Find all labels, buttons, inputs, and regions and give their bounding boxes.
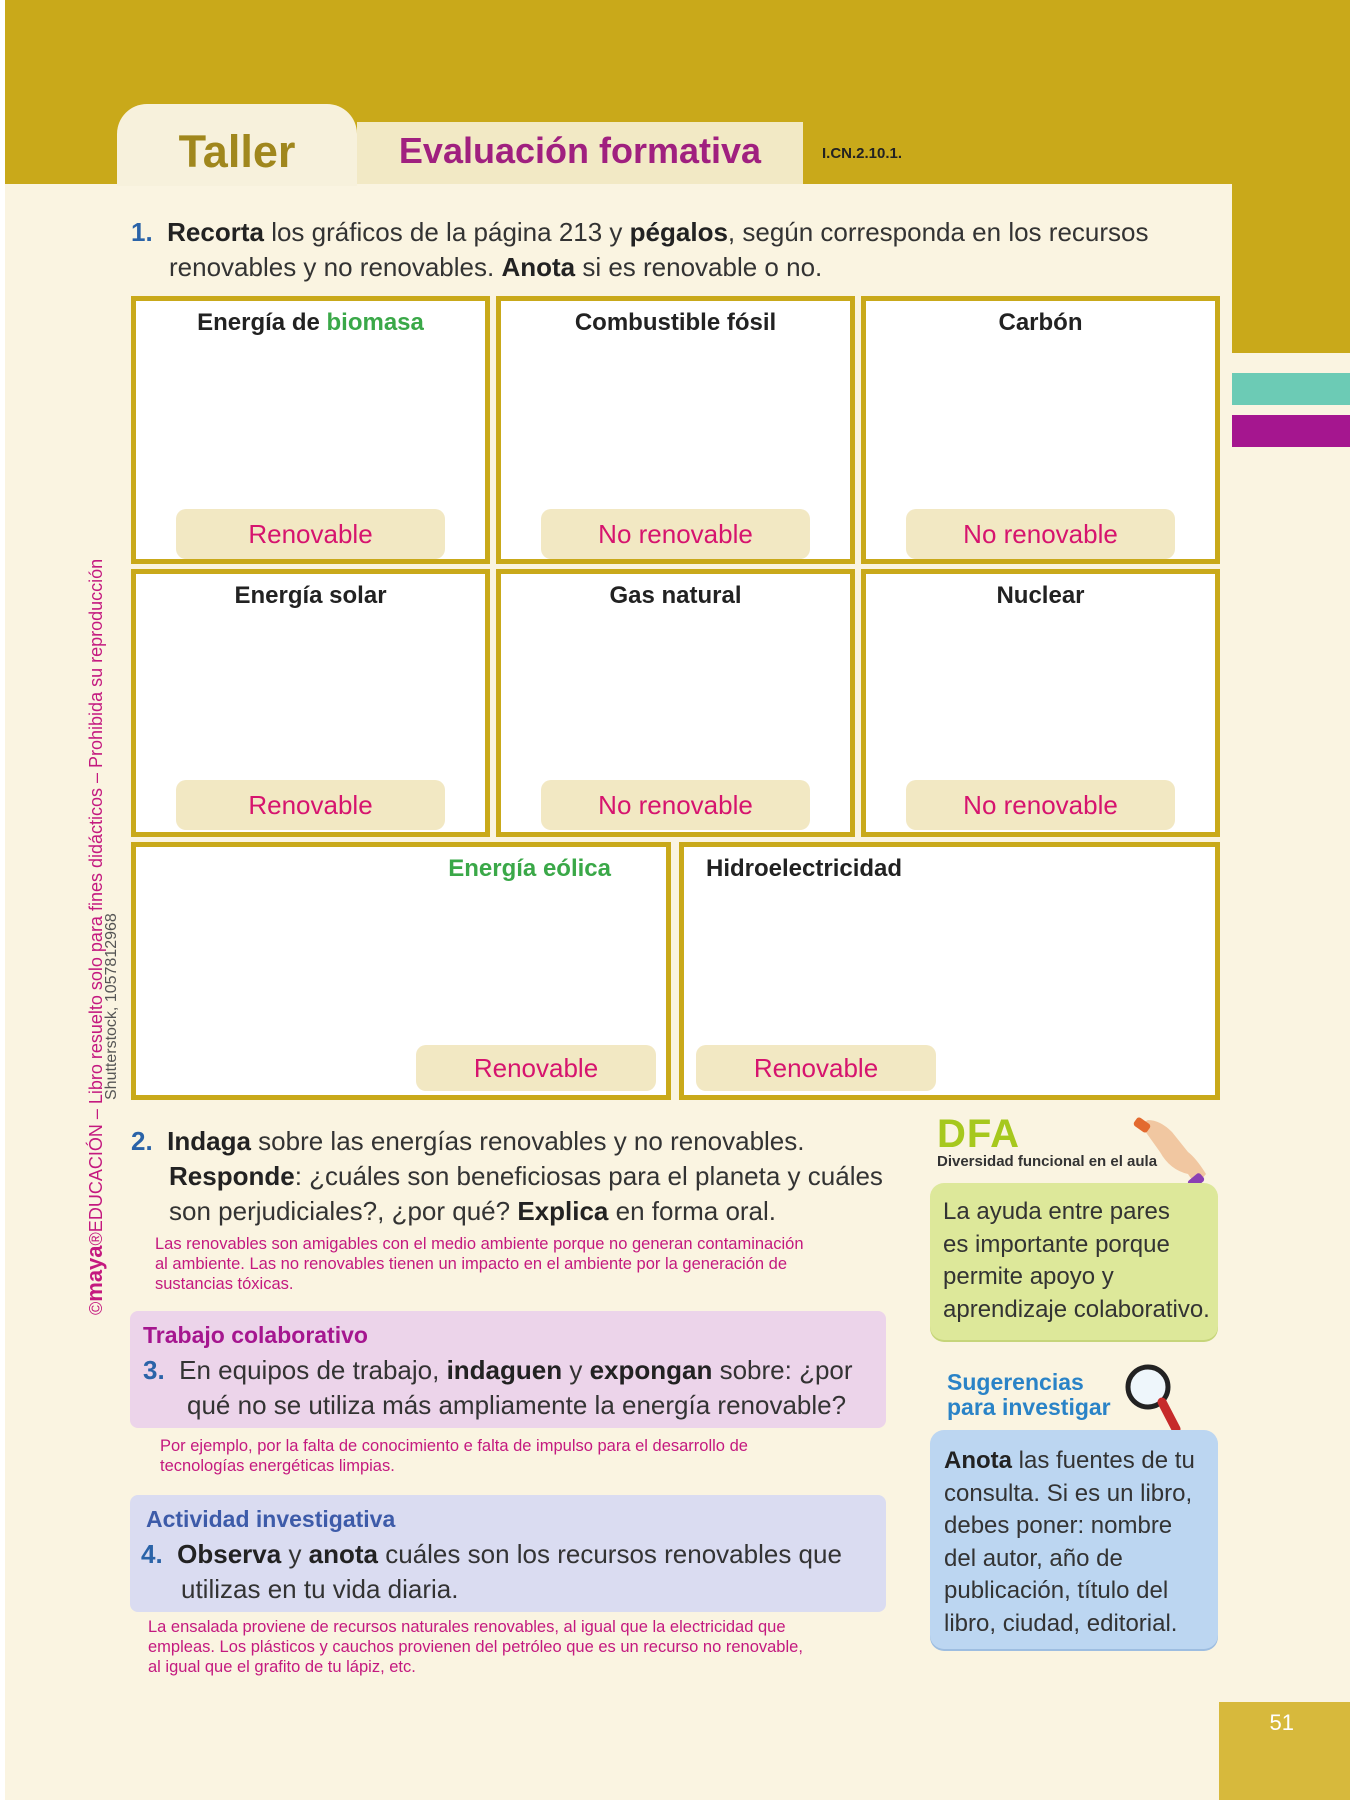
- copyright-text: EDUCACIÓN – Libro resuelto solo para fines didácticos – Prohibida su reproducción: [86, 558, 106, 1233]
- answer-line: Por ejemplo, por la falta de conocimiento e falta de impulso para el desarrollo de: [160, 1437, 748, 1455]
- q1-text: , según corresponda en los recursos: [727, 217, 1149, 247]
- question-1: [131, 215, 1211, 285]
- cell-solar[interactable]: [131, 569, 490, 837]
- dfa-subtitle: Diversidad funcional en el aula: [937, 1153, 1158, 1170]
- q1-bold-anota: Anota: [501, 252, 576, 282]
- suggestions-line: consulta. Si es un libro,: [944, 1479, 1193, 1507]
- right-band: [1232, 0, 1350, 353]
- q3-bold-indaguen: indaguen: [446, 1355, 563, 1385]
- dfa-title: DFA: [937, 1112, 1020, 1156]
- cell-title: Energía eólica: [448, 855, 611, 882]
- dfa-line: permite apoyo y: [943, 1263, 1114, 1290]
- indicator-code: I.CN.2.10.1.: [822, 145, 903, 162]
- collaborative-heading: Trabajo colaborativo: [143, 1322, 368, 1348]
- teal-tab-marker: [1232, 373, 1350, 405]
- q4-text: cuáles son los recursos renovables que: [378, 1539, 842, 1569]
- dfa-line: La ayuda entre pares: [943, 1198, 1170, 1225]
- q4-text: utilizas en tu vida diaria.: [181, 1574, 459, 1604]
- answer-line: al igual que el grafito de tu lápiz, etc.: [148, 1658, 416, 1676]
- cell-eolica[interactable]: [131, 842, 671, 1100]
- q4-text: y: [281, 1539, 309, 1569]
- suggestions-line: del autor, año de: [944, 1544, 1123, 1572]
- q2-text: en forma oral.: [608, 1196, 777, 1226]
- cell-nuclear[interactable]: [861, 569, 1220, 837]
- cell-title: Combustible fósil: [574, 309, 777, 336]
- answer-pill: Renovable: [696, 1045, 936, 1091]
- q2-text: : ¿cuáles son beneficiosas para el planeta y cuáles: [294, 1161, 883, 1191]
- question-3: [143, 1353, 883, 1423]
- dfa-line: es importante porque: [943, 1230, 1170, 1258]
- cell-title-highlight: biomasa: [326, 309, 424, 336]
- cell-carbon[interactable]: [861, 296, 1220, 564]
- cell-title-part: Energía de: [197, 309, 327, 336]
- answer-line: Las renovables son amigables con el medio ambiente porque no generan contaminación: [155, 1235, 804, 1253]
- q3-bold-expongan: expongan: [589, 1355, 713, 1385]
- suggestions-line: libro, ciudad, editorial.: [944, 1609, 1178, 1637]
- cell-title: Energía solar: [234, 582, 387, 609]
- answer-pill: Renovable: [176, 509, 445, 559]
- q2-bold-responde: Responde: [169, 1161, 295, 1191]
- answer-pill: No renovable: [541, 780, 810, 830]
- q1-bold-pegalos: pégalos: [629, 217, 728, 247]
- q4-answer: [148, 1617, 898, 1677]
- magenta-tab-marker: [1232, 415, 1350, 447]
- cell-title: Nuclear: [996, 582, 1085, 609]
- dfa-line: aprendizaje colaborativo.: [943, 1295, 1210, 1323]
- q1-text: los gráficos de la página 213 y: [263, 217, 630, 247]
- q1-text: si es renovable o no.: [575, 252, 823, 282]
- suggestions-line: publicación, título del: [944, 1577, 1169, 1604]
- question-number: 4.: [141, 1539, 163, 1569]
- question-number: 3.: [143, 1355, 165, 1385]
- q2-bold-explica: Explica: [517, 1196, 609, 1226]
- answer-pill: Renovable: [176, 780, 445, 830]
- q4-bold-anota: anota: [308, 1539, 379, 1569]
- cell-title: Hidroelectricidad: [706, 855, 903, 882]
- research-heading: Actividad investigativa: [146, 1506, 396, 1532]
- page-title: Evaluación formativa: [398, 130, 762, 171]
- answer-line: La ensalada proviene de recursos naturales renovables, al igual que la electricidad que: [148, 1618, 786, 1636]
- suggestions-text: [944, 1445, 1214, 1640]
- suggestions-title-line: para investigar: [947, 1394, 1111, 1420]
- answer-line: al ambiente. Las no renovables tienen un impacto en el ambiente por la generación de: [155, 1255, 788, 1273]
- question-4: [141, 1537, 881, 1607]
- suggestions-line: las fuentes de tu: [1012, 1447, 1195, 1474]
- magnifying-glass-icon: [1118, 1357, 1198, 1437]
- answer-line: tecnologías energéticas limpias.: [160, 1457, 395, 1475]
- page-background-right: [1232, 353, 1350, 1800]
- answer-line: sustancias tóxicas.: [155, 1275, 294, 1293]
- cell-title: [136, 309, 485, 337]
- cell-hidroelectricidad[interactable]: [679, 842, 1220, 1100]
- q1-bold-recorta: Recorta: [167, 217, 264, 247]
- q3-text: En equipos de trabajo,: [179, 1355, 447, 1385]
- cell-title: Gas natural: [609, 582, 742, 609]
- answer-pill: No renovable: [906, 780, 1175, 830]
- helping-hands-icon: [1130, 1112, 1210, 1192]
- cell-title: Carbón: [998, 309, 1083, 336]
- question-number: 2.: [131, 1126, 153, 1156]
- q2-bold-indaga: Indaga: [167, 1126, 251, 1156]
- cell-gas-natural[interactable]: [496, 569, 855, 837]
- question-2: [131, 1124, 891, 1229]
- copyright-sidebar: ©maya®EDUCACIÓN – Libro resuelto solo para fines didácticos – Prohibida su reproducción: [82, 558, 107, 1315]
- q3-answer: [160, 1436, 880, 1476]
- q2-answer: [155, 1234, 895, 1294]
- brand-logo: maya: [82, 1245, 107, 1302]
- q3-text: qué no se utiliza más ampliamente la energía renovable?: [187, 1390, 847, 1420]
- suggestions-line: debes poner: nombre: [944, 1512, 1173, 1539]
- q4-bold-observa: Observa: [177, 1539, 282, 1569]
- q3-text: sobre: ¿por: [712, 1355, 853, 1385]
- answer-line: empleas. Los plásticos y cauchos provienen del petróleo que es un recurso no renovable,: [148, 1638, 803, 1656]
- q1-text: renovables y no renovables.: [169, 252, 502, 282]
- answer-pill: Renovable: [416, 1045, 656, 1091]
- page-number: 51: [1269, 1710, 1294, 1735]
- question-number: 1.: [131, 217, 153, 247]
- q2-text: son perjudiciales?, ¿por qué?: [169, 1196, 518, 1226]
- image-credit: Shutterstock, 1057812968: [103, 913, 120, 1100]
- answer-pill: No renovable: [541, 509, 810, 559]
- cell-combustible-fosil[interactable]: [496, 296, 855, 564]
- cell-biomasa[interactable]: [131, 296, 490, 564]
- suggestions-bold-anota: Anota: [944, 1447, 1012, 1474]
- q2-text: sobre las energías renovables y no renovables.: [250, 1126, 805, 1156]
- suggestions-title-line: Sugerencias: [947, 1369, 1084, 1395]
- dfa-text: [943, 1196, 1223, 1326]
- answer-pill: No renovable: [906, 509, 1175, 559]
- suggestions-heading: [947, 1370, 1111, 1420]
- q3-text: y: [562, 1355, 590, 1385]
- section-label: Taller: [178, 126, 296, 177]
